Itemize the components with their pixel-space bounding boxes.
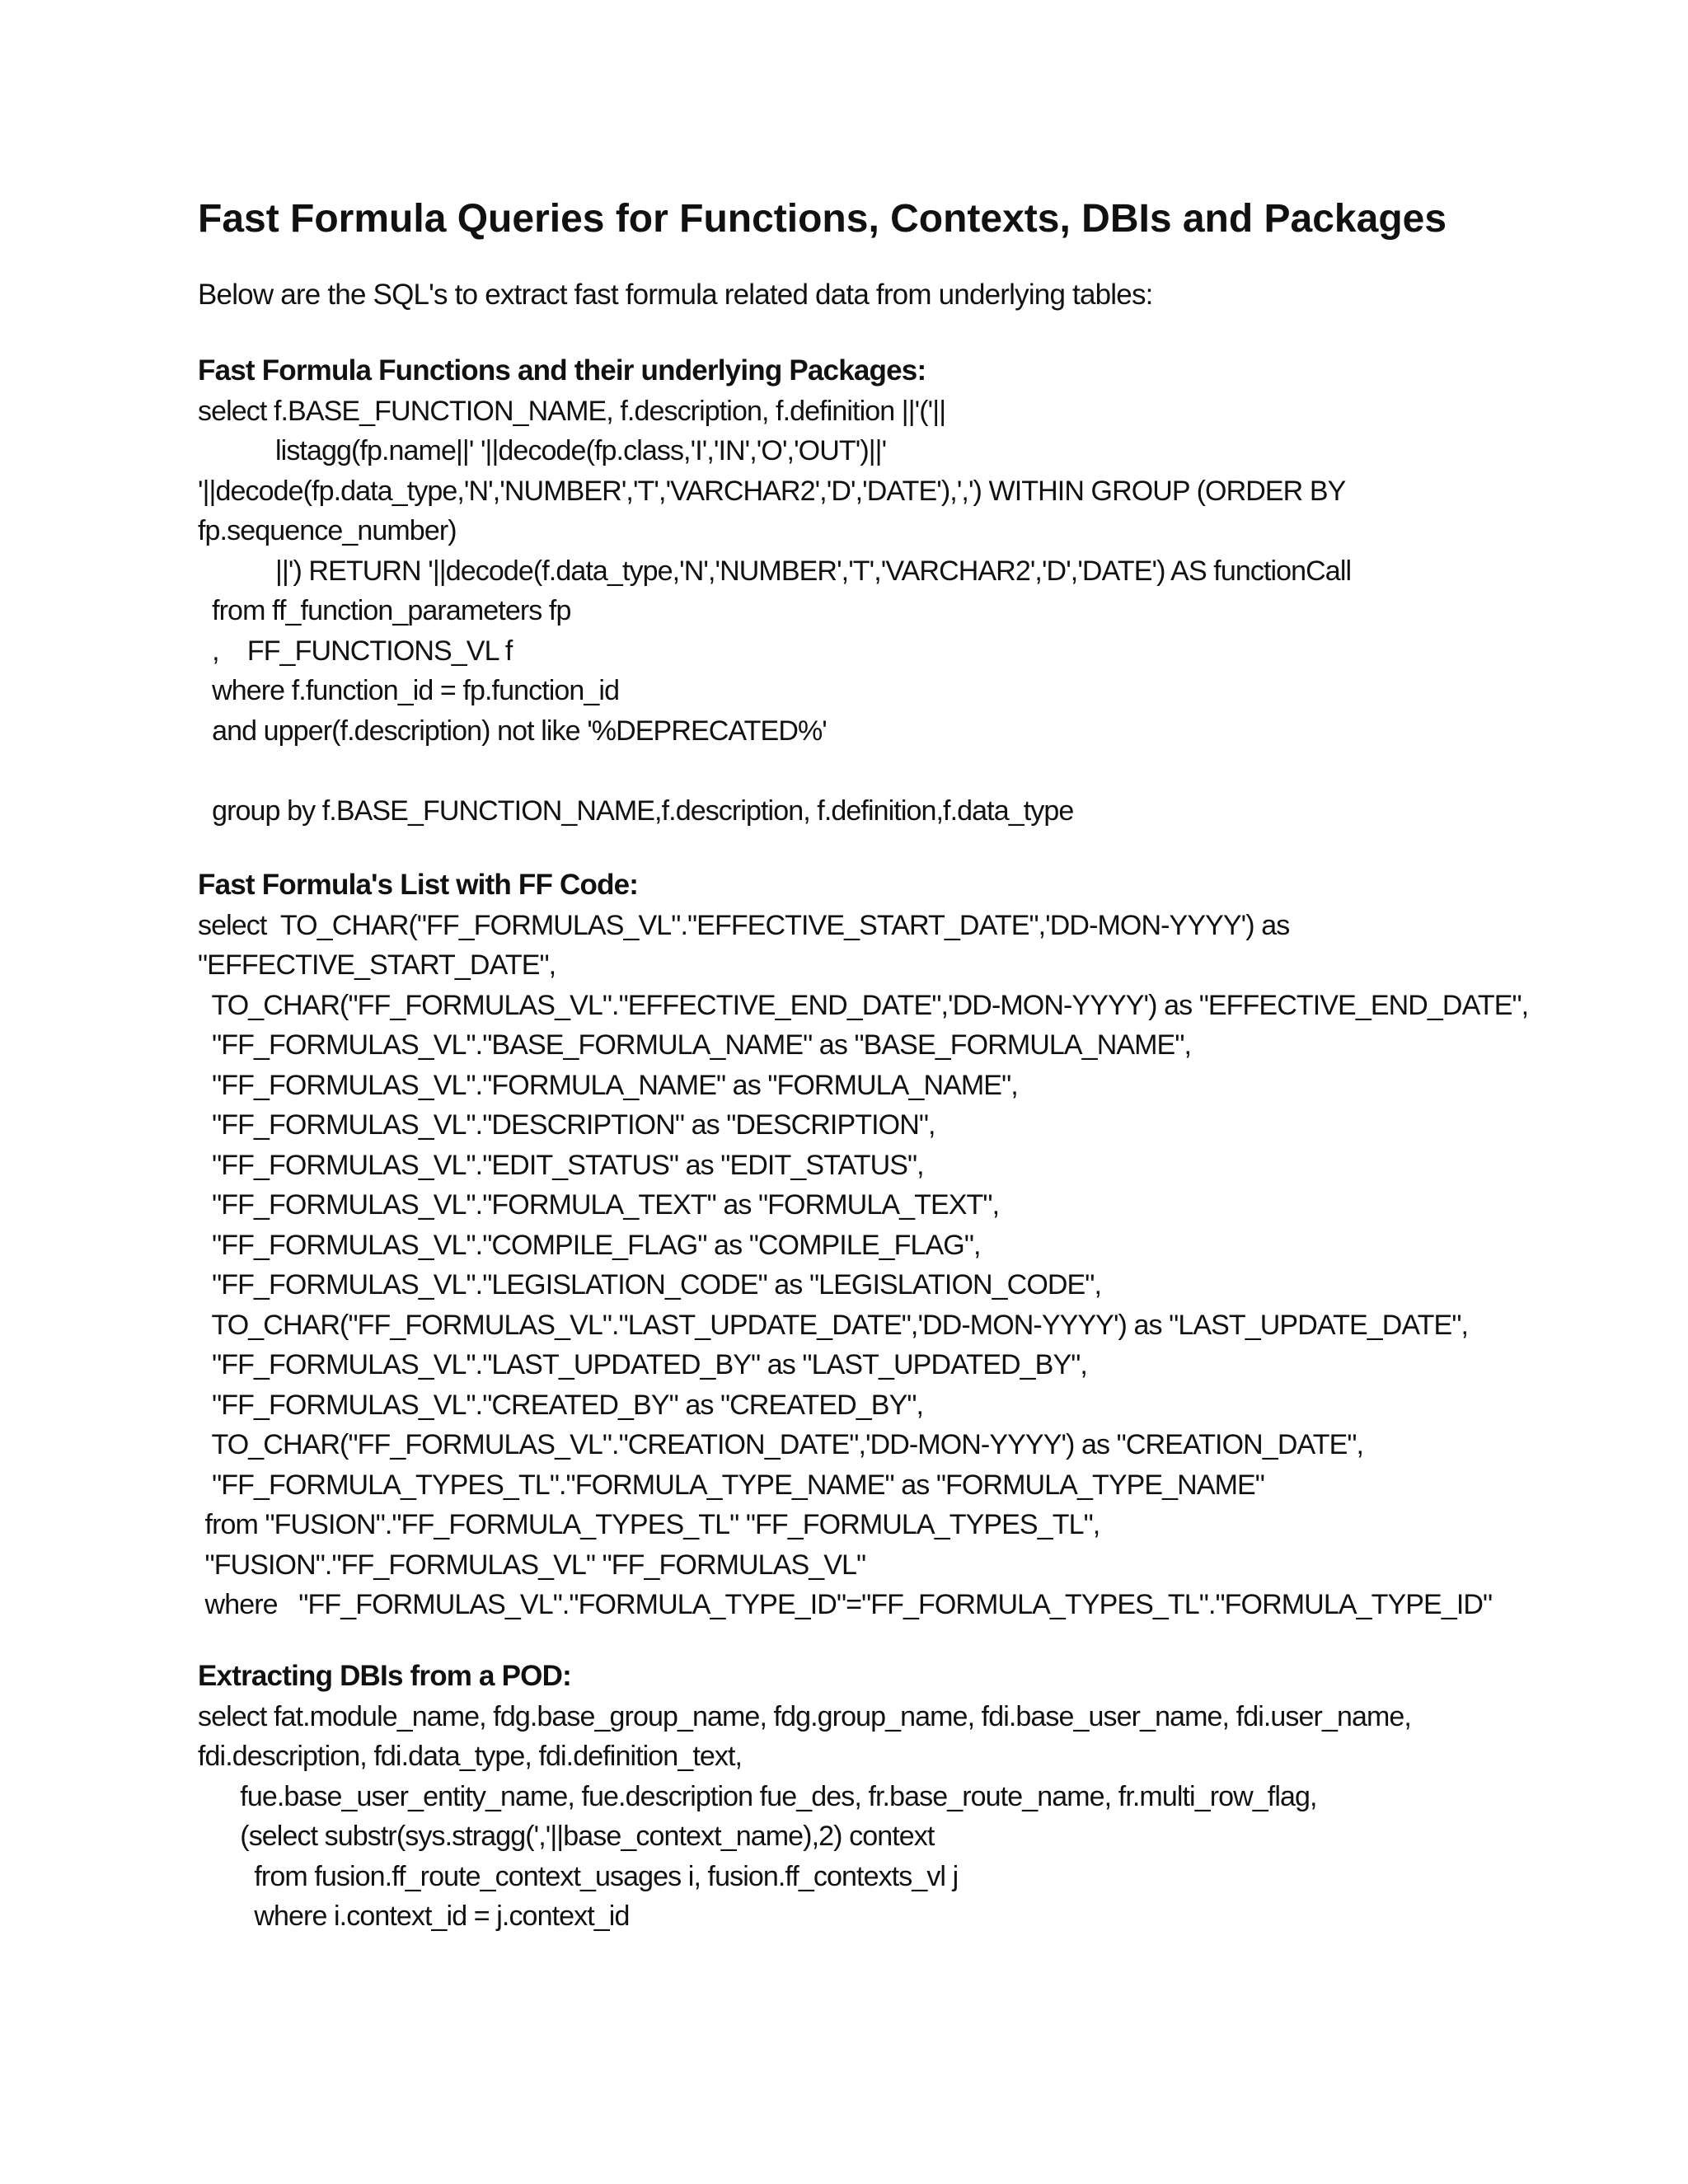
code-line: TO_CHAR("FF_FORMULAS_VL"."EFFECTIVE_END_DATE",'DD-MON-YYYY') as "EFFECTIVE_END_DATE", bbox=[198, 989, 1529, 1021]
code-line: from "FUSION"."FF_FORMULA_TYPES_TL" "FF_FORMULA_TYPES_TL", bbox=[198, 1509, 1100, 1540]
section-functions bbox=[198, 351, 1533, 831]
code-line: group by f.BASE_FUNCTION_NAME,f.description, f.definition,f.data_type bbox=[198, 794, 1074, 827]
code-line: fdi.description, fdi.data_type, fdi.definition_text, bbox=[198, 1741, 743, 1772]
code-line: "FF_FORMULAS_VL"."FORMULA_TEXT" as "FORMULA_TEXT", bbox=[198, 1189, 1000, 1221]
code-line: select fat.module_name, fdg.base_group_name, fdg.group_name, fdi.base_user_name, fdi.user_name, bbox=[198, 1700, 1411, 1732]
section-extracting-dbis bbox=[198, 1657, 1533, 1937]
section-heading: Fast Formula's List with FF Code: bbox=[198, 869, 639, 901]
code-line: TO_CHAR("FF_FORMULAS_VL"."LAST_UPDATE_DATE",'DD-MON-YYYY') as "LAST_UPDATE_DATE", bbox=[198, 1309, 1469, 1341]
code-line: "EFFECTIVE_START_DATE", bbox=[198, 949, 556, 981]
code-line: and upper(f.description) not like '%DEPRECATED%' bbox=[198, 715, 827, 747]
section-heading: Extracting DBIs from a POD: bbox=[198, 1660, 571, 1692]
intro-paragraph: Below are the SQL's to extract fast formula related data from underlying tables: bbox=[198, 279, 1153, 311]
code-line: from ff_function_parameters fp bbox=[198, 595, 571, 626]
code-line: "FF_FORMULAS_VL"."DESCRIPTION" as "DESCRIPTION", bbox=[198, 1109, 935, 1141]
code-line: "FF_FORMULAS_VL"."LEGISLATION_CODE" as "LEGISLATION_CODE", bbox=[198, 1269, 1102, 1301]
code-line: '||decode(fp.data_type,'N','NUMBER','T','VARCHAR2','D','DATE'),',') WITHIN GROUP (ORDER BY bbox=[198, 475, 1346, 507]
code-line: from fusion.ff_route_context_usages i, fusion.ff_contexts_vl j bbox=[198, 1860, 959, 1892]
code-line: "FUSION"."FF_FORMULAS_VL" "FF_FORMULAS_VL" bbox=[198, 1549, 866, 1581]
code-line: fue.base_user_entity_name, fue.description fue_des, fr.base_route_name, fr.multi_row_flag, bbox=[198, 1780, 1317, 1812]
code-line: select f.BASE_FUNCTION_NAME, f.description, f.definition ||'('|| bbox=[198, 395, 946, 427]
section-formulas-list bbox=[198, 865, 1533, 1625]
code-line: "FF_FORMULAS_VL"."BASE_FORMULA_NAME" as "BASE_FORMULA_NAME", bbox=[198, 1029, 1192, 1061]
code-line: TO_CHAR("FF_FORMULAS_VL"."CREATION_DATE",'DD-MON-YYYY') as "CREATION_DATE", bbox=[198, 1429, 1364, 1460]
code-line: "FF_FORMULAS_VL"."CREATED_BY" as "CREATED_BY", bbox=[198, 1389, 924, 1421]
code-line: listagg(fp.name||' '||decode(fp.class,'I','IN','O','OUT')||' bbox=[198, 435, 887, 466]
code-line bbox=[198, 751, 1533, 791]
code-line: "FF_FORMULAS_VL"."COMPILE_FLAG" as "COMPILE_FLAG", bbox=[198, 1229, 981, 1261]
code-line: , FF_FUNCTIONS_VL f bbox=[198, 635, 513, 667]
code-line: fp.sequence_number) bbox=[198, 515, 457, 546]
code-line: where "FF_FORMULAS_VL"."FORMULA_TYPE_ID"="FF_FORMULA_TYPES_TL"."FORMULA_TYPE_ID" bbox=[198, 1589, 1493, 1620]
code-line: "FF_FORMULAS_VL"."LAST_UPDATED_BY" as "LAST_UPDATED_BY", bbox=[198, 1349, 1087, 1380]
code-line: "FF_FORMULAS_VL"."EDIT_STATUS" as "EDIT_STATUS", bbox=[198, 1149, 924, 1181]
code-line: select TO_CHAR("FF_FORMULAS_VL"."EFFECTIVE_START_DATE",'DD-MON-YYYY') as bbox=[198, 909, 1290, 941]
code-line: (select substr(sys.stragg(','||base_context_name),2) context bbox=[198, 1821, 935, 1852]
code-line: "FF_FORMULAS_VL"."FORMULA_NAME" as "FORMULA_NAME", bbox=[198, 1069, 1018, 1101]
code-line: ||') RETURN '||decode(f.data_type,'N','NUMBER','T','VARCHAR2','D','DATE') AS functionCall bbox=[198, 555, 1352, 587]
section-heading: Fast Formula Functions and their underlying Packages: bbox=[198, 354, 926, 387]
code-line: where f.function_id = fp.function_id bbox=[198, 675, 620, 706]
page-title: Fast Formula Queries for Functions, Contexts, DBIs and Packages bbox=[198, 197, 1447, 241]
code-line: "FF_FORMULA_TYPES_TL"."FORMULA_TYPE_NAME" as "FORMULA_TYPE_NAME" bbox=[198, 1469, 1264, 1501]
code-line: where i.context_id = j.context_id bbox=[198, 1900, 630, 1932]
